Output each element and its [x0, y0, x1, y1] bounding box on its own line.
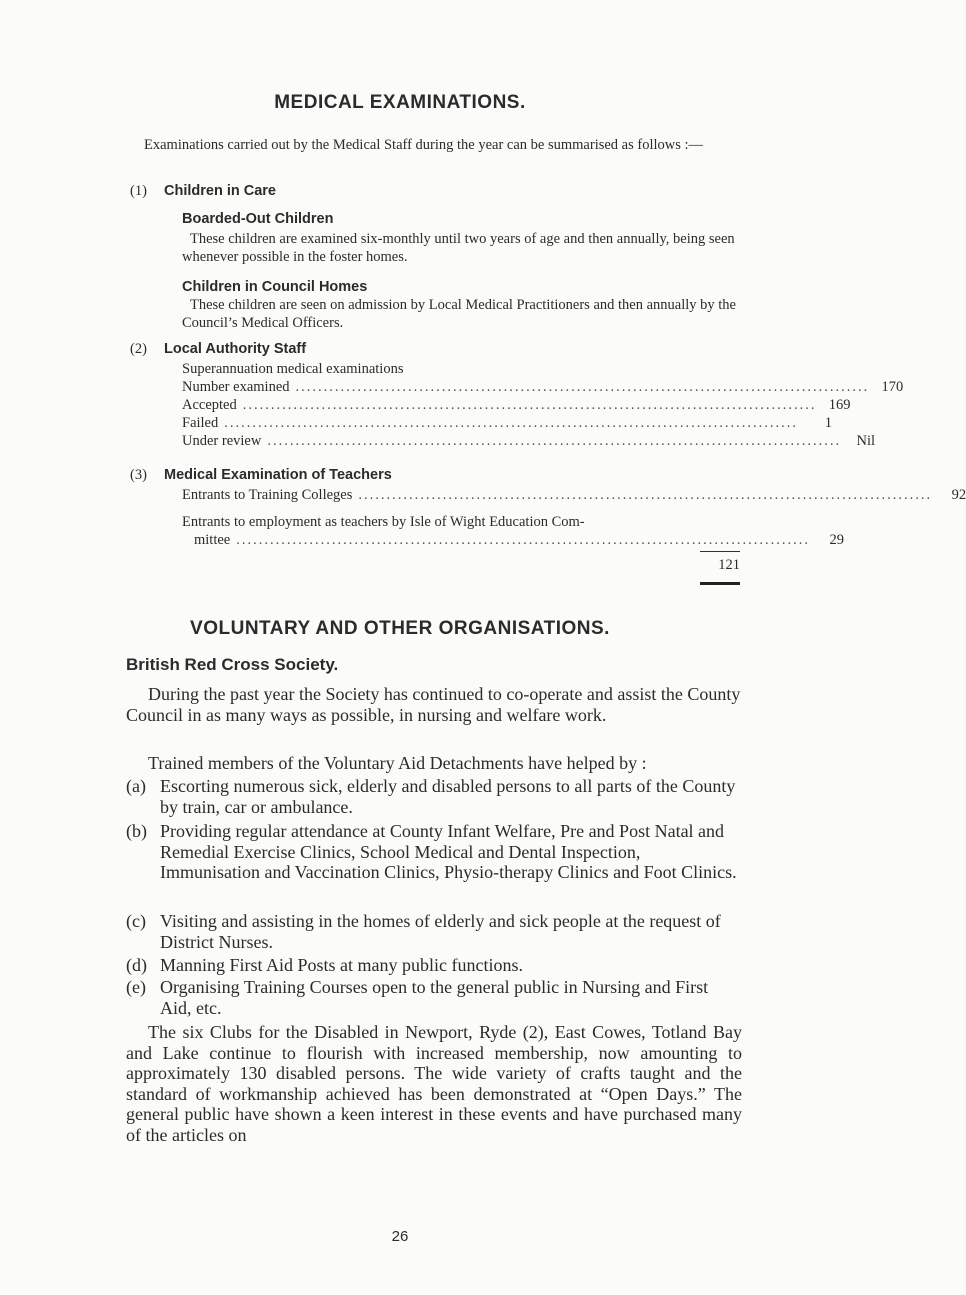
staff-row-label: Accepted	[182, 397, 237, 413]
council-homes-heading: Children in Council Homes	[182, 279, 368, 295]
red-cross-para-2: Trained members of the Voluntary Aid Detachments have helped by :	[148, 753, 647, 773]
staff-row-value: Nil	[856, 433, 876, 449]
teachers-total: 121	[718, 557, 740, 573]
page-number: 26	[391, 1228, 409, 1245]
staff-row-label: Under review	[182, 433, 262, 449]
section-2-heading: Local Authority Staff	[164, 341, 307, 357]
red-cross-para-1: During the past year the Society has continued to co-operate and assist the County Council in as many ways as possible, in nursing and welfare work.	[126, 684, 741, 725]
list-item	[126, 821, 742, 883]
list-item-mark: (a)	[126, 776, 146, 796]
medical-examinations-title: MEDICAL EXAMINATIONS.	[274, 92, 526, 113]
voluntary-title: VOLUNTARY AND OTHER ORGANISATIONS.	[190, 618, 610, 639]
list-item-text: Visiting and assisting in the homes of elderly and sick people at the request of District Nurses.	[160, 911, 721, 952]
section-2-number: (2)	[130, 341, 147, 357]
section-3-number: (3)	[130, 467, 147, 483]
list-item-text: Escorting numerous sick, elderly and disabled persons to all parts of the County by train, car or ambulance.	[160, 776, 736, 817]
staff-row-label: Number examined	[182, 379, 290, 395]
teachers-row-value: 92	[951, 487, 966, 503]
teachers-row-value: 29	[829, 532, 844, 548]
list-item-mark: (e)	[126, 977, 146, 997]
staff-row: Under review ...................................................................................................... Nil	[182, 433, 876, 449]
superannuation-subheading: Superannuation medical examinations	[182, 361, 404, 377]
list-item-text: Organising Training Courses open to the general public in Nursing and First Aid, etc.	[160, 977, 709, 1018]
medical-intro: Examinations carried out by the Medical Staff during the year can be summarised as follows :—	[144, 137, 704, 153]
boarded-out-text: These children are examined six-monthly until two years of age and then annually, being seen whenever possible in the foster homes.	[182, 231, 735, 265]
list-item-text: Providing regular attendance at County Infant Welfare, Pre and Post Natal and Remedial Exercise Clinics, School Medical and Dental Inspection, Immunisation and Vaccination Clinics, Physio-therapy Clinics and Foot Clinics.	[160, 821, 737, 882]
staff-row-label: Failed	[182, 415, 219, 431]
section-1-number: (1)	[130, 183, 147, 199]
list-item	[126, 911, 742, 952]
section-1-heading: Children in Care	[164, 183, 276, 199]
staff-row-value: 169	[828, 397, 851, 413]
list-item	[126, 776, 742, 817]
list-item-mark: (b)	[126, 821, 147, 841]
list-item-text: Manning First Aid Posts at many public functions.	[160, 955, 523, 975]
total-rule	[700, 551, 740, 552]
staff-row-value: 170	[881, 379, 904, 395]
red-cross-para-3: The six Clubs for the Disabled in Newport, Ryde (2), East Cowes, Totland Bay and Lake continue to flourish with increased membership, now amounting to approximately 130 disabled persons. The wide variety of crafts taught and the standard of workmanship achieved has been demonstrated at “Open Days.” The general public have shown a keen interest in these events and have purchased many of the articles on	[126, 1022, 742, 1145]
red-cross-heading: British Red Cross Society.	[126, 655, 339, 674]
council-homes-text: These children are seen on admission by Local Medical Practitioners and then annually by the Council’s Medical Officers.	[182, 297, 736, 331]
boarded-out-heading: Boarded-Out Children	[182, 211, 334, 227]
total-double-rule	[700, 582, 740, 585]
teachers-row-label: mittee	[194, 532, 231, 548]
list-item	[126, 955, 742, 976]
staff-row: Accepted ...................................................................................................... 169	[182, 397, 851, 413]
list-item-mark: (c)	[126, 911, 146, 931]
staff-row: Number examined ...................................................................................................... 170	[182, 379, 904, 395]
teachers-row-employment: mittee ...................................................................................................... 29	[194, 532, 844, 548]
list-item	[126, 977, 742, 1018]
staff-row-value: 1	[824, 415, 832, 431]
list-item-mark: (d)	[126, 955, 147, 975]
staff-row: Failed ...................................................................................................... 1	[182, 415, 832, 431]
teachers-row-label: Entrants to Training Colleges	[182, 487, 353, 503]
section-3-heading: Medical Examination of Teachers	[164, 467, 392, 483]
teachers-row-employment-label: Entrants to employment as teachers by Isle of Wight Education Com-	[182, 514, 585, 530]
teachers-row-training: Entrants to Training Colleges ...................................................................................................... 92	[182, 487, 966, 503]
